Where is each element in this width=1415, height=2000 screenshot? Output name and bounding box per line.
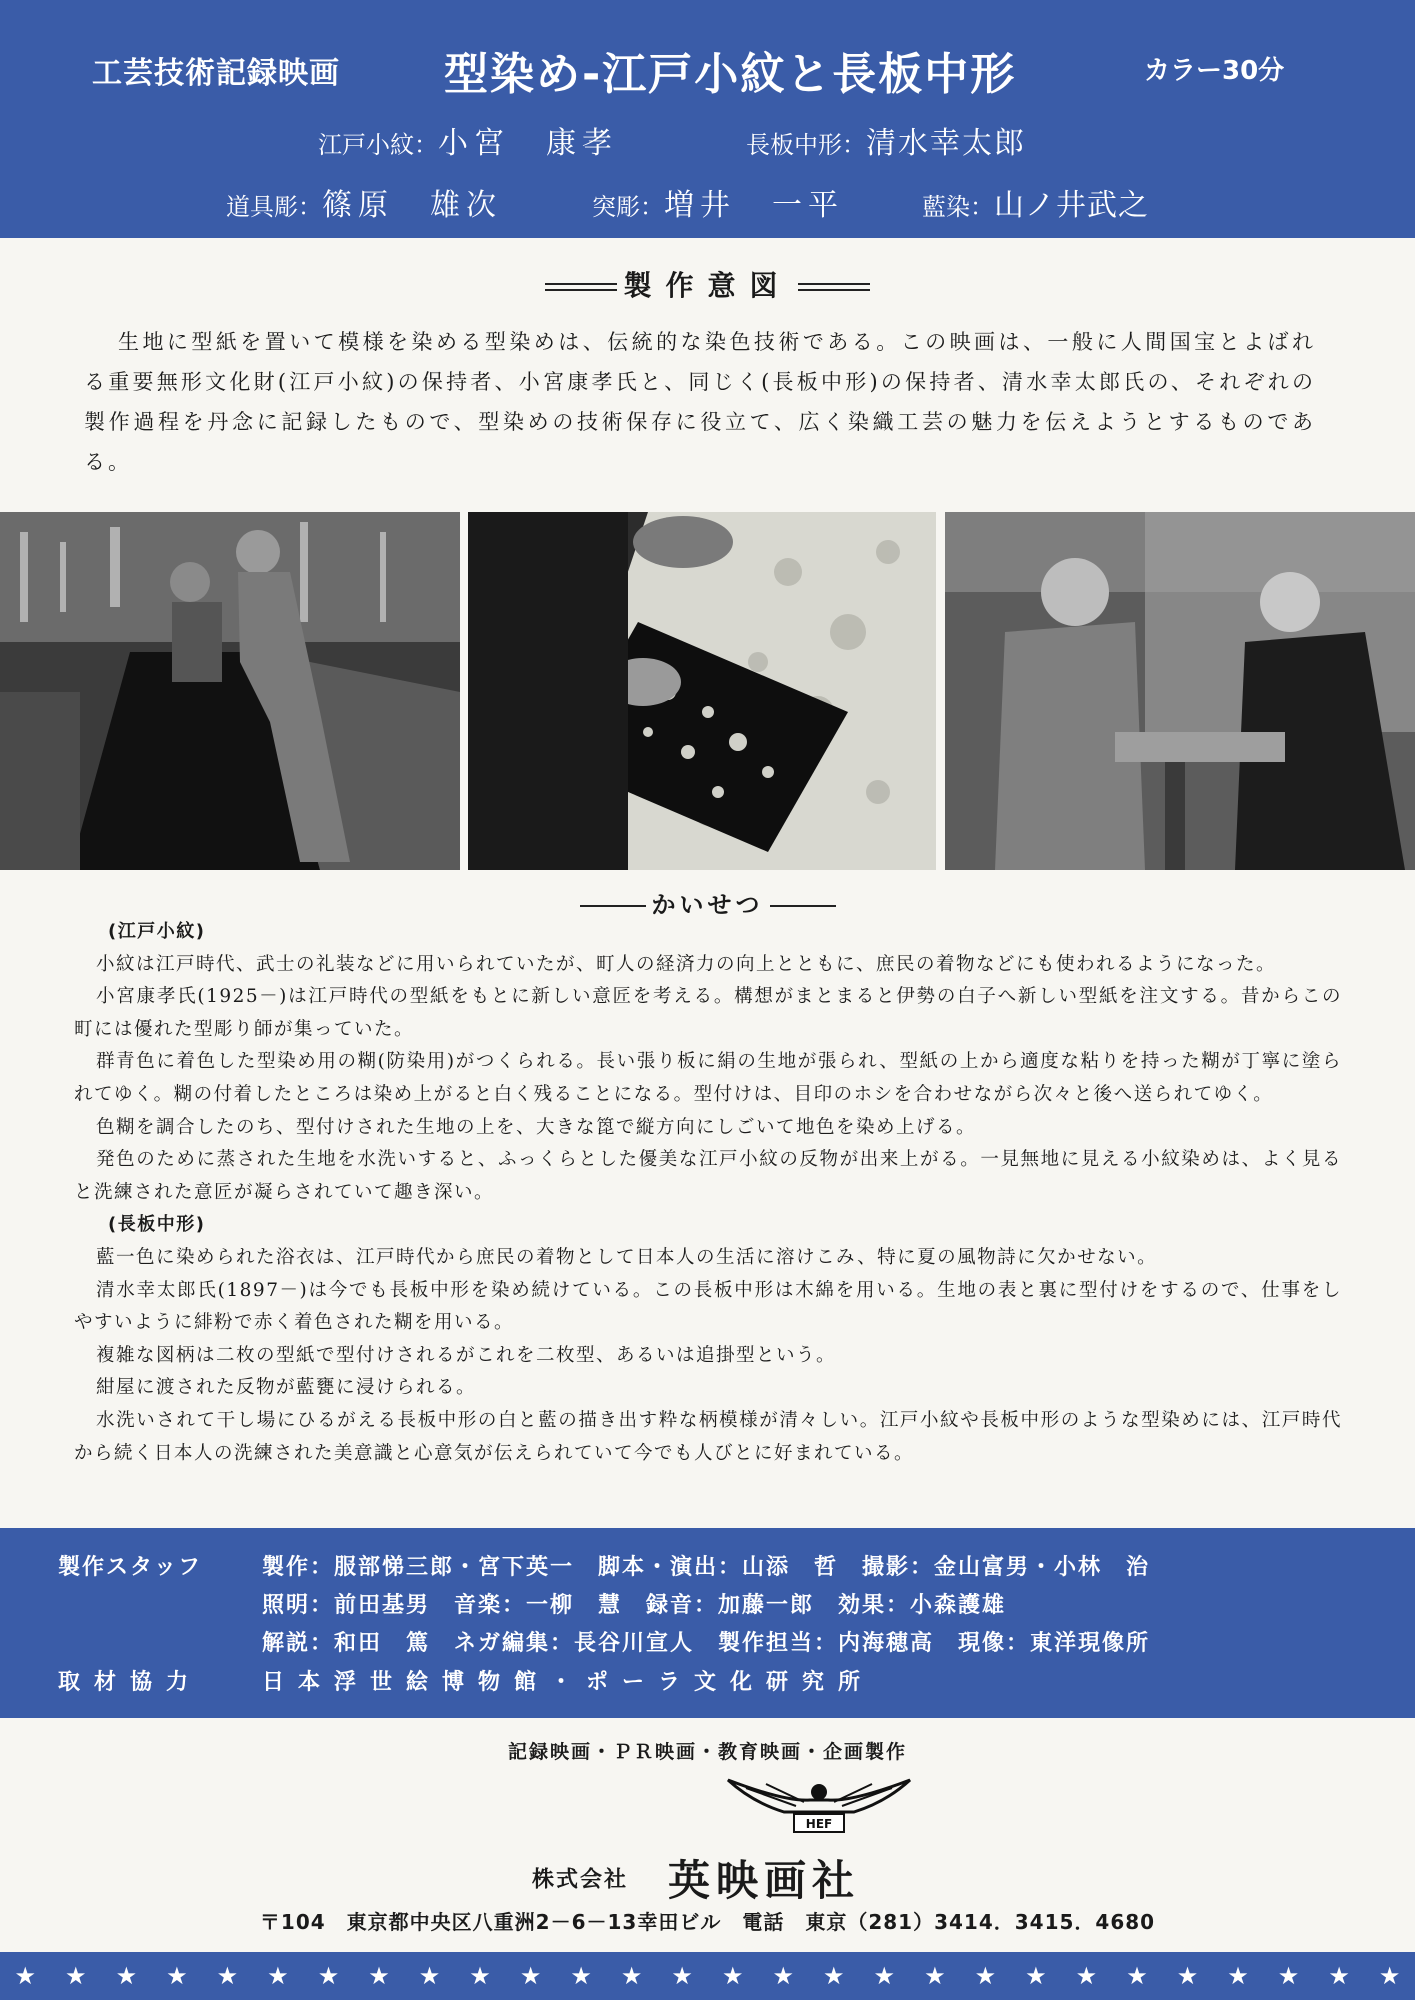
company-name: 英映画社 — [668, 1856, 861, 1905]
star-icon: ★ — [166, 1962, 188, 1990]
company-address: 〒104 東京都中央区八重洲2－6－13幸田ビル 電話 東京（281）3414．3415．4680 — [259, 1910, 1156, 1934]
star-icon: ★ — [721, 1962, 744, 1990]
company-name-block — [532, 1848, 860, 1908]
photo-two-craftsmen — [945, 512, 1415, 870]
photo-stencil-paper — [468, 512, 936, 870]
commentary-body — [74, 916, 1342, 1470]
logo-text: HEF — [805, 1817, 833, 1831]
heading-rule-right — [770, 905, 836, 907]
edo-komon-subheading: (江戸小紋) — [108, 921, 206, 942]
commentary-heading: かいせつ — [0, 885, 1415, 920]
star-icon: ★ — [216, 1962, 239, 1990]
intent-paragraph: 生地に型紙を置いて模様を染める型染めは、伝統的な染色技術である。この映画は、一般に人間国宝とよばれる重要無形文化財(江戸小紋)の保持者、小宮康孝氏と、同じく(長板中形)の保持者、清水幸太郎氏の、それぞれの製作過程を丹念に記録したもので、型染めの技術保存に役立て、広く染織工芸の魅力を伝えようとするものである。 — [84, 330, 1316, 474]
credit-edo-komon: 江戸小紋：小宮 康孝 — [318, 126, 618, 161]
star-icon: ★ — [65, 1962, 87, 1990]
star-icon: ★ — [469, 1962, 491, 1990]
star-icon: ★ — [1025, 1962, 1047, 1990]
series-label: 工芸技術記録映画 — [92, 56, 340, 91]
star-icon: ★ — [418, 1962, 441, 1990]
photo-dyeing-workshop — [0, 512, 460, 870]
cooperation-text: 日本浮世絵博物館・ポーラ文化研究所 — [262, 1670, 875, 1695]
company-prefix: 株式会社 — [532, 1867, 629, 1893]
star-icon: ★ — [620, 1962, 643, 1990]
staff-band — [0, 1528, 1415, 1718]
star-icon: ★ — [570, 1962, 592, 1990]
intent-heading: 製作意図 — [0, 264, 1415, 304]
star-icon: ★ — [1277, 1962, 1300, 1990]
star-icon: ★ — [1126, 1962, 1148, 1990]
edo-paragraph-4: 色糊を調合したのち、型付けされた生地の上を、大きな箆で縦方向にしごいて地色を染め上げる。 — [96, 1116, 977, 1138]
nagaita-paragraph-5: 水洗いされて干し場にひるがえる長板中形の白と藍の描き出す粋な柄模様が清々しい。江戸小紋や長板中形のような型染めには、江戸時代から続く日本人の洗練された美意識と心意気が伝えられていて今でも人びとに好まれている。 — [74, 1409, 1342, 1464]
star-icon: ★ — [924, 1962, 946, 1990]
heading-rule-left — [545, 283, 617, 291]
eagle-logo-icon — [726, 1772, 912, 1836]
edo-paragraph-5: 発色のために蒸された生地を水洗いすると、ふっくらとした優美な江戸小紋の反物が出来上がる。一見無地に見える小紋染めは、よく見ると洗練された意匠が凝らされていて趣き深い。 — [74, 1149, 1342, 1203]
star-icon: ★ — [873, 1962, 896, 1990]
star-border — [0, 1952, 1415, 2000]
star-icon: ★ — [1328, 1962, 1350, 1990]
heading-rule-left — [580, 905, 646, 907]
nagaita-paragraph-3: 複雑な図柄は二枚の型紙で型付けされるがこれを二枚型、あるいは追掛型という。 — [96, 1344, 837, 1366]
cooperation-label: 取材協力 — [58, 1670, 203, 1695]
credit-tsukibori: 突彫：増井 一平 — [592, 188, 844, 223]
star-icon: ★ — [772, 1962, 794, 1990]
staff-line-2: 照明：前田基男 音楽：一柳 慧 録音：加藤一郎 効果：小森護雄 — [262, 1593, 1007, 1618]
star-icon: ★ — [368, 1962, 390, 1990]
edo-paragraph-2: 小宮康孝氏(1925－)は江戸時代の型紙をもとに新しい意匠を考える。構想がまとまると伊勢の白子へ新しい型紙を注文する。昔からこの町には優れた型彫り師が集っていた。 — [74, 986, 1342, 1040]
star-icon: ★ — [671, 1962, 693, 1990]
title-band — [0, 0, 1415, 238]
star-icon: ★ — [823, 1962, 845, 1990]
nagaita-paragraph-1: 藍一色に染められた浴衣は、江戸時代から庶民の着物として日本人の生活に溶けこみ、特に夏の風物詩に欠かせない。 — [96, 1246, 1158, 1268]
star-icon: ★ — [317, 1962, 340, 1990]
star-icon: ★ — [1075, 1962, 1098, 1990]
star-icon: ★ — [1378, 1962, 1401, 1990]
nagaita-paragraph-2: 清水幸太郎氏(1897－)は今でも長板中形を染め続けている。この長板中形は木綿を用いる。生地の表と裏に型付けをするので、仕事をしやすいように緋粉で赤く着色された糊を用いる。 — [74, 1279, 1342, 1334]
staff-line-1: 製作：服部悌三郎・宮下英一 脚本・演出：山添 哲 撮影：金山富男・小林 治 — [262, 1555, 1151, 1580]
nagaita-paragraph-4: 紺屋に渡された反物が藍甕に浸けられる。 — [96, 1377, 477, 1399]
company-tagline: 記録映画・ＰＲ映画・教育映画・企画製作 — [507, 1741, 907, 1763]
staff-label: 製作スタッフ — [58, 1555, 203, 1580]
star-icon: ★ — [974, 1962, 997, 1990]
star-icon: ★ — [115, 1962, 138, 1990]
edo-paragraph-3: 群青色に着色した型染め用の糊(防染用)がつくられる。長い張り板に絹の生地が張られ、型紙の上から適度な粘りを持った糊が丁寧に塗られてゆく。糊の付着したところは染め上がると白く残ることになる。型付けは、目印のホシを合わせながら次々と後へ送られてゆく。 — [74, 1051, 1342, 1105]
credit-indigo-dyeing: 藍染：山ノ井武之 — [922, 188, 1149, 223]
heading-rule-right — [798, 283, 870, 291]
star-icon: ★ — [1227, 1962, 1249, 1990]
edo-paragraph-1: 小紋は江戸時代、武士の礼装などに用いられていたが、町人の経済力の向上とともに、庶民の着物などにも使われるようになった。 — [96, 953, 1277, 975]
film-length: カラー30分 — [1144, 56, 1285, 86]
staff-line-3: 解説：和田 篤 ネガ編集：長谷川宣人 製作担当：内海穂高 現像：東洋現像所 — [262, 1631, 1151, 1656]
star-icon: ★ — [1176, 1962, 1199, 1990]
star-icon: ★ — [519, 1962, 542, 1990]
credit-nagaita-chugata: 長板中形：清水幸太郎 — [746, 126, 1026, 161]
nagaita-subheading: (長板中形) — [108, 1214, 206, 1236]
star-icon: ★ — [14, 1962, 37, 1990]
star-icon: ★ — [267, 1962, 289, 1990]
credit-tool-carving: 道具彫：篠原 雄次 — [226, 188, 502, 223]
film-title: 型染め-江戸小紋と長板中形 — [444, 49, 1017, 100]
